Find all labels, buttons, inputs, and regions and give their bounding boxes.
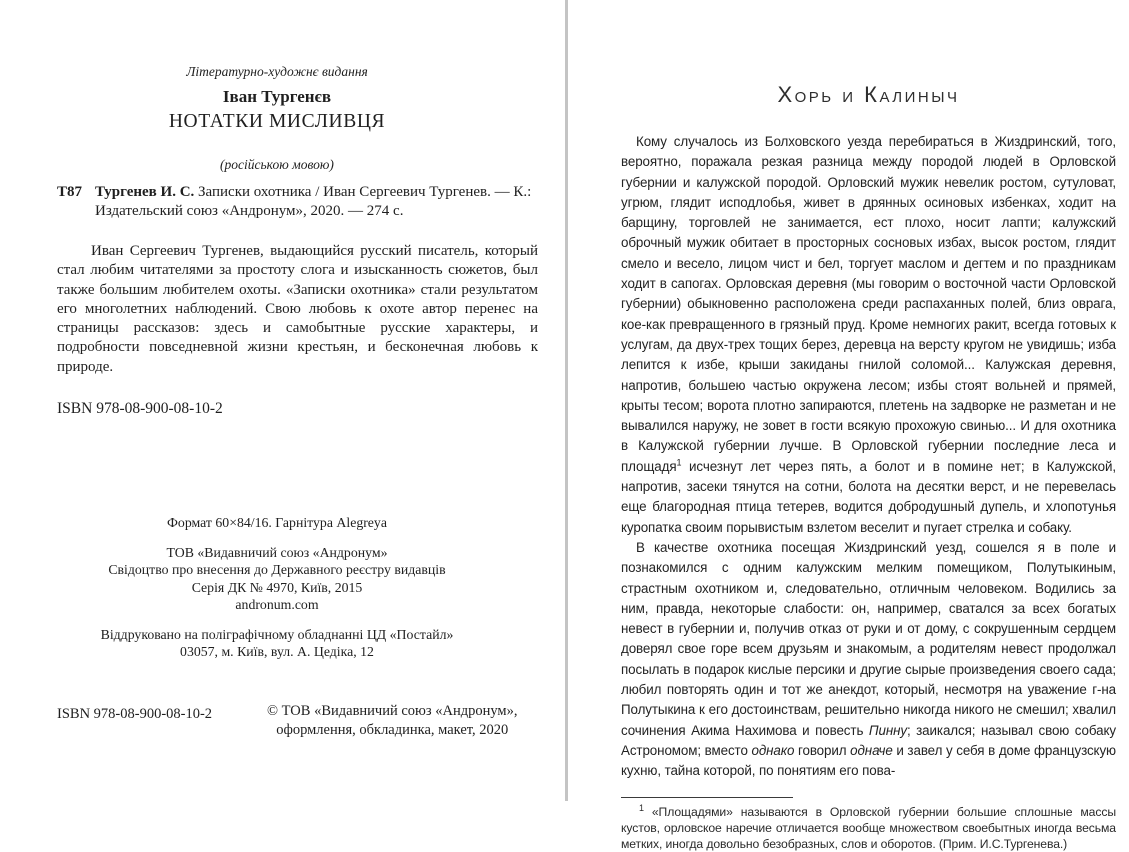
copyright-line-2: оформлення, обкладинка, макет, 2020 — [267, 721, 517, 740]
chapter-title: Хорь и Калиныч — [621, 82, 1116, 108]
book-title: НОТАТКИ МИСЛИВЦЯ — [57, 111, 497, 133]
isbn-number: ISBN 978-08-900-08-10-2 — [57, 400, 223, 418]
paragraph-1 — [621, 132, 1116, 538]
publisher-info — [57, 544, 497, 614]
author-name: Іван Тургенєв — [57, 87, 497, 107]
footnote-reference: 1 — [677, 457, 682, 467]
printing-info — [57, 626, 497, 661]
paragraph-2-continuation-3: и завел у себя в доме французскую кухню, тайна которой, по понятиям его пова- — [621, 743, 1116, 778]
copyright-notice — [267, 702, 517, 739]
annotation-text: Иван Сергеевич Тургенев, выдающийся русский писатель, который стал любим читателями за простоту слога и изысканность сюжетов, был также большим любителем охоты. «Записки охотника» стали результатом его многолетних наблюдений. Свою любовь к охоте автор перенес на страницы рассказов: здесь и самобытные русские характеры, и подробности повседневной жизни крестьян, и бесконечная любовь к природе. — [57, 242, 538, 377]
page-divider — [565, 0, 568, 801]
catalog-code: Т87 — [57, 183, 82, 202]
paragraph-2-continuation-1: ; заикался; называл свою собаку Астрономом; вместо — [621, 723, 1116, 758]
biblio-author: Тургенев И. С. — [95, 184, 194, 200]
biblio-details: Записки охотника / Иван Сергеевич Тургенев. — К.: Издательский союз «Андронум», 2020. — 274 с. — [95, 184, 531, 219]
imprint-block — [57, 514, 497, 661]
chapter-page — [621, 0, 1116, 801]
paragraph-1-continuation: исчезнут лет через пять, а болот и в помине нет; в Калужской, напротив, засеки тянутся на сотни, болота на десятки верст, и не перевелась еще благородная птица тетерев, водится добродушный дупель, и хлопотунья куропатка своим порывистым взлетом веселит и пугает стрелка и собаку. — [621, 459, 1116, 535]
publisher-website: andronum.com — [57, 596, 497, 614]
paragraph-2 — [621, 538, 1116, 782]
paragraph-1-text: Кому случалось из Болховского уезда перебираться в Жиздринский, того, вероятно, поражала резкая разница между породой людей в Орловской губернии и калужской породой. Орловский мужик невелик ростом, сутуловат, угрюм, глядит исподлобья, живет в дрянных осиновых избенках, ходит на барщину, торговлей не занимается, ест плохо, носит лапти; калужский оброчный мужик обитает в просторных сосновых избах, высок ростом, глядит смело и весело, лицом чист и бел, торгует маслом и дегтем и по праздникам ходит в сапогах. Орловская деревня (мы говорим о восточной части Орловской губернии) обыкновенно расположена среди распаханных полей, близ оврага, кое-как превращенного в грязный пруд. Кроме немногих ракит, всегда готовых к услугам, да двух-трех тощих берез, деревца на версту кругом не увидишь; изба лепится к избе, крыши закиданы гнилой соломой... Калужская деревня, напротив, большею частью окружена лесом; избы стоят вольней и прямей, крыты тесом; ворота плотно запираются, плетень на задворке не разметан и не вывалился наружу, не зовет в гости всякую прохожую свинью... И для охотника в Калужской губернии лучше. В Орловской губернии последние леса и площадя — [621, 134, 1116, 474]
footnote — [621, 797, 1116, 852]
format-line: Формат 60×84/16. Гарнітура Alegreya — [57, 514, 497, 532]
story-title-mention: Пинну — [869, 723, 907, 738]
italic-word-odnako: однако — [751, 743, 794, 758]
bibliographic-entry — [57, 183, 540, 221]
chapter-body — [621, 132, 1116, 852]
publisher-name: ТОВ «Видавничий союз «Андронум» — [57, 544, 497, 562]
publisher-certificate: Свідоцтво про внесення до Державного реєстру видавців — [57, 561, 497, 579]
edition-note: Літературно-художнє видання — [57, 64, 497, 80]
footnote-marker: 1 — [639, 802, 644, 812]
publisher-series: Серія ДК № 4970, Київ, 2015 — [57, 579, 497, 597]
bibliographic-description — [95, 183, 540, 221]
footnote-text: «Площадями» называются в Орловской губернии большие сплошные массы кустов, орловское наречие отличается вообще множеством своебытных иногда весьма метких, иногда довольно безобразных, слов и оборотов. (Прим. И.С.Тургенева.) — [621, 805, 1116, 852]
isbn-number-bottom: ISBN 978-08-900-08-10-2 — [57, 705, 212, 724]
italic-word-odnache: одначе — [850, 743, 893, 758]
footnote-separator-rule — [621, 797, 793, 798]
paragraph-2-text: В качестве охотника посещая Жиздринский уезд, сошелся я в поле и познакомился с одним калужским мелким помещиком, Полутыкиным, страстным охотником и, следовательно, отличным человеком. Водились за ним, правда, некоторые слабости: он, например, сватался за всех богатых невест в губернии и, получив отказ от руки и от дому, с сокрушенным сердцем доверял свое горе всем друзьям и знакомым, а родителям невест продолжал посылать в подарок кислые персики и другие сырые произведения своего сада; любил повторять один и тот же анекдот, который, несмотря на уважение г-на Полутыкина к его достоинствам, решительно никогда никого не смешил; хвалил сочинения Акима Нахимова и повесть — [621, 540, 1116, 738]
paragraph-2-continuation-2: говорил — [794, 743, 850, 758]
imprint-heading — [57, 64, 497, 173]
imprint-page — [57, 0, 540, 801]
copyright-line-1: © ТОВ «Видавничий союз «Андронум», — [267, 702, 517, 721]
printing-address: 03057, м. Київ, вул. А. Цедіка, 12 — [57, 643, 497, 661]
language-note: (російською мовою) — [57, 157, 497, 173]
printing-house: Віддруковано на поліграфічному обладнанні ЦД «Постайл» — [57, 626, 497, 644]
footnote-text-block — [621, 804, 1116, 852]
